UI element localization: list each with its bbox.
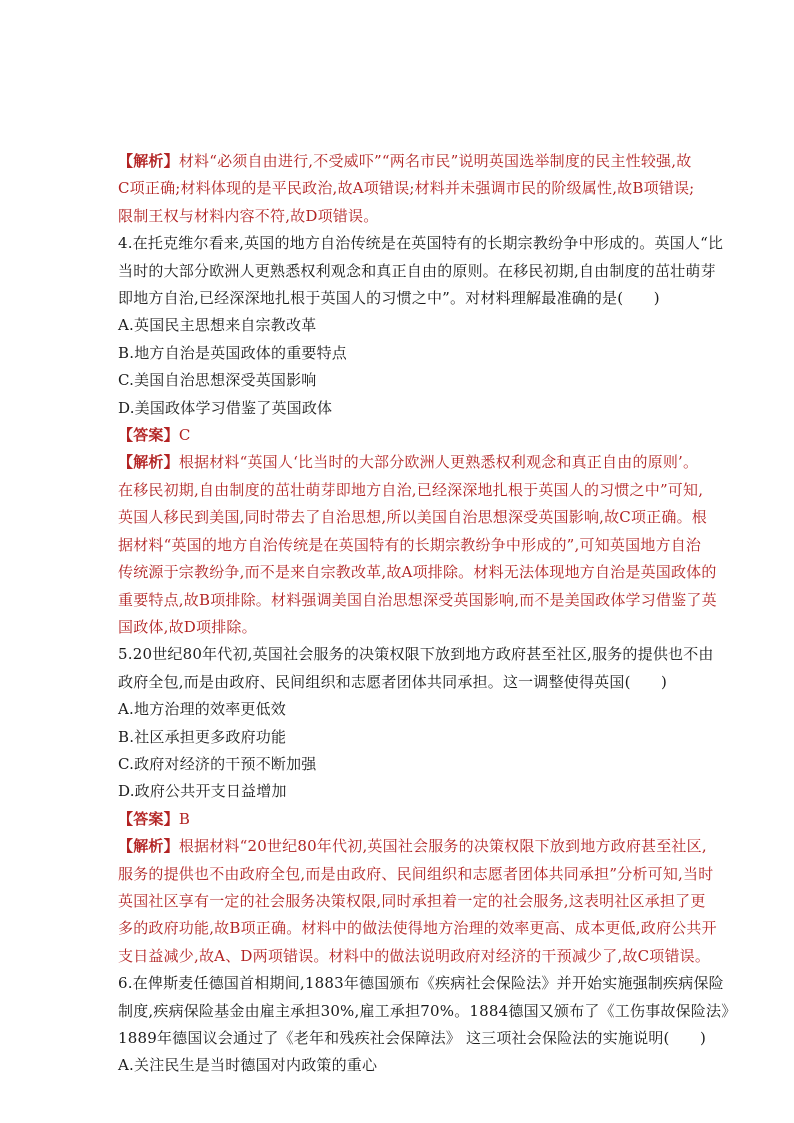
answer-value: B: [178, 809, 191, 828]
analysis-line: 重要特点,故B项排除。材料强调美国自治思想深受英国影响,而不是美国政体学习借鉴了英: [118, 590, 717, 609]
answer-tag: 【答案】: [118, 809, 179, 828]
question-4: [118, 230, 734, 641]
analysis-line: C项正确;材料体现的是平民政治,故A项错误;材料并未强调市民的阶级属性,故B项错误;: [118, 179, 695, 198]
analysis-line: 【解析】根据材料“20世纪80年代初,英国社会服务的决策权限下放到地方政府甚至社区,: [118, 837, 707, 856]
analysis-line: 限制王权与材料内容不符,故D项错误。: [118, 206, 379, 225]
analysis-line: 英国人移民到美国,同时带去了自治思想,所以美国自治思想深受英国影响,故C项正确。根: [118, 508, 707, 527]
question-stem-line: 当时的大部分欧洲人更熟悉权利观念和真正自由的原则。在移民初期,自由制度的茁壮萌芽: [118, 261, 716, 280]
analysis-line: 传统源于宗教纷争,而不是来自宗教改革,故A项排除。材料无法体现地方自治是英国政体的: [118, 563, 717, 582]
option-a: A.英国民主思想来自宗教改革: [118, 316, 317, 335]
option-a: A.地方治理的效率更低效: [118, 700, 287, 719]
question-stem-line: 6.在俾斯麦任德国首相期间,1883年德国颁布《疾病社会保险法》并开始实施强制疾病保险: [118, 974, 724, 993]
answer-value: C: [178, 426, 191, 445]
analysis-line: 【解析】根据材料“英国人‘比当时的大部分欧洲人更熟悉权利观念和真正自由的原则’。: [118, 453, 699, 472]
question-5: [118, 641, 734, 970]
analysis-line: 英国社区享有一定的社会服务决策权限,同时承担着一定的社会服务,这表明社区承担了更: [118, 891, 706, 910]
question-stem-line: 5.20世纪80年代初,英国社会服务的决策权限下放到地方政府甚至社区,服务的提供也不由: [118, 645, 714, 664]
option-b: B.社区承担更多政府功能: [118, 727, 287, 746]
analysis-line: 多的政府功能,故B项正确。材料中的做法使得地方治理的效率更高、成本更低,政府公共开: [118, 919, 717, 938]
option-d: D.美国政体学习借鉴了英国政体: [118, 398, 333, 417]
question-stem-line: 4.在托克维尔看来,英国的地方自治传统是在英国特有的长期宗教纷争中形成的。英国人“比: [118, 234, 724, 253]
option-a: A.关注民生是当时德国对内政策的重心: [118, 1056, 378, 1075]
analysis-tag: 【解析】: [118, 837, 179, 856]
analysis-line: 【解析】材料“必须自由进行,不受威吓”“两名市民”说明英国选举制度的民主性较强,故: [118, 152, 692, 170]
analysis-tag: 【解析】: [118, 453, 179, 472]
question-stem-line: 制度,疾病保险基金由雇主承担30%,雇工承担70%。1884德国又颁布了《工伤事故保险法》: [118, 1001, 737, 1020]
answer-tag: 【答案】: [118, 426, 179, 445]
answer-line: [118, 806, 734, 833]
question-stem-line: 政府全包,而是由政府、民间组织和志愿者团体共同承担。这一调整使得英国( ): [118, 672, 668, 691]
question-stem-line: 即地方自治,已经深深地扎根于英国人的习惯之中”。对材料理解最准确的是( ): [118, 289, 660, 308]
analysis-line: 据材料“英国的地方自治传统是在英国特有的长期宗教纷争中形成的”,可知英国地方自治: [118, 535, 702, 554]
question-6: [118, 970, 737, 1080]
q3-analysis: [118, 148, 734, 230]
analysis-tag: 【解析】: [118, 152, 179, 170]
option-c: C.美国自治思想深受英国影响: [118, 371, 317, 390]
option-d: D.政府公共开支日益增加: [118, 782, 287, 801]
answer-line: [118, 422, 734, 449]
analysis-line: 支日益减少,故A、D两项错误。材料中的做法说明政府对经济的干预减少了,故C项错误。: [118, 946, 711, 965]
analysis-line: 服务的提供也不由政府全包,而是由政府、民间组织和志愿者团体共同承担”分析可知,当时: [118, 864, 714, 883]
question-stem-line: 1889年德国议会通过了《老年和残疾社会保障法》 这三项社会保险法的实施说明( ): [118, 1029, 707, 1047]
option-b: B.地方自治是英国政体的重要特点: [118, 343, 347, 362]
analysis-line: 在移民初期,自由制度的茁壮萌芽即地方自治,已经深深地扎根于英国人的习惯之中”可知,: [118, 480, 704, 499]
option-c: C.政府对经济的干预不断加强: [118, 754, 317, 773]
analysis-line: 国政体,故D项排除。: [118, 617, 257, 636]
